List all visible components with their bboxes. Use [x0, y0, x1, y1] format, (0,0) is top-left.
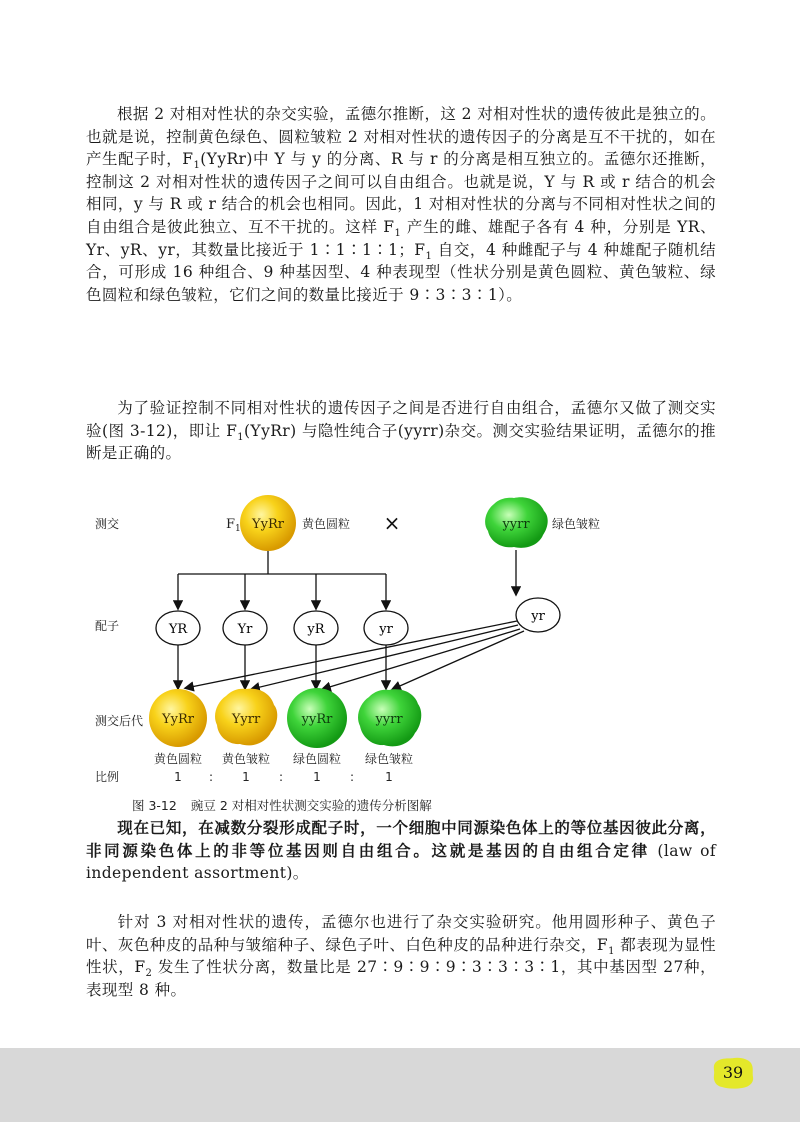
ratio-value: 1: [242, 770, 250, 784]
ratio-sep: :: [278, 770, 284, 784]
row-label-ratio: 比例: [95, 770, 120, 784]
gamete-label: yr: [379, 622, 393, 637]
testcross-diagram: [80, 490, 640, 815]
offspring-genotype: Yyrr: [231, 712, 261, 727]
footer-band: [0, 1048, 800, 1122]
converge-arrow-3: [323, 629, 520, 689]
offspring-phenotype: 绿色皱粒: [364, 752, 414, 766]
page-number: 39: [722, 1063, 744, 1082]
paragraph-3: 现在已知，在减数分裂形成配子时，一个细胞中同源染色体上的等位基因彼此分离，非同源染色体上的非等位基因则自由组合。这就是基因的自由组合定律 (law of independent assortment)。: [86, 819, 717, 883]
parent2-phenotype: 绿色皱粒: [552, 517, 601, 531]
row-label-cross: 测交: [95, 517, 120, 531]
ratio-value: 1: [313, 770, 321, 784]
gamete-label: yR: [307, 622, 325, 637]
figure-caption: [132, 796, 432, 814]
figure-number: 图 3-12: [132, 798, 177, 813]
figure-title: 豌豆 2 对相对性状测交实验的遗传分析图解: [190, 798, 432, 813]
gamete-parent2-label: yr: [531, 609, 545, 624]
testcross-diagram-svg: [80, 490, 640, 800]
ratio-sep: :: [208, 770, 214, 784]
offspring-phenotype: 黄色皱粒: [221, 752, 271, 766]
f1-label: $F_1$: [226, 517, 241, 534]
page-number-badge: [712, 1056, 754, 1090]
offspring-genotype: YyRr: [162, 712, 194, 727]
offspring-phenotype: 绿色圆粒: [292, 752, 342, 766]
parent2-genotype: yyrr: [502, 517, 530, 532]
paragraph-4: 针对 3 对相对性状的遗传，孟德尔也进行了杂交实验研究。他用圆形种子、黄色子叶、灰色种皮的品种与皱缩种子、绿色子叶、白色种皮的品种进行杂交，$F_1$ 都表现为显性性状，$F_2$ 发生了性状分离，数量比是 27∶9∶9∶9∶3∶3∶3∶1，其中基因型 27种，表现型 8 种。: [86, 913, 716, 999]
row-label-offspring: 测交后代: [95, 714, 144, 728]
parent1-phenotype: 黄色圆粒: [302, 517, 351, 531]
ratio-value: 1: [385, 770, 393, 784]
offspring-phenotype: 黄色圆粒: [153, 752, 203, 766]
offspring-genotype: yyrr: [375, 712, 403, 727]
law-statement: 现在已知，在减数分裂形成配子时，一个细胞中同源染色体上的等位基因彼此分离，非同源染色体上的非等位基因则自由组合。这就是基因的自由组合定律: [86, 819, 716, 860]
row-label-gamete: 配子: [95, 619, 120, 633]
paragraph-2: 为了验证控制不同相对性状的遗传因子之间是否进行自由组合，孟德尔又做了测交实验(图 3-12)，即让 $F_1(YyRr)$ 与隐性纯合子(yyrr)杂交。测交实验结果证明，孟德尔的推断是正确的。: [86, 399, 716, 463]
gamete-label: YR: [168, 622, 188, 637]
gamete-label: Yr: [237, 622, 253, 637]
parent1-genotype: YyRr: [252, 517, 284, 532]
ratio-sep: :: [349, 770, 355, 784]
paragraph-1: 根据 2 对相对性状的杂交实验，孟德尔推断，这 2 对相对性状的遗传彼此是独立的。也就是说，控制黄色绿色、圆粒皱粒 2 对相对性状的遗传因子的分离是互不干扰的，如在产生配子时，$F_1(YyRr)$中 Y 与 y 的分离、R 与 r 的分离是相互独立的。孟德尔还推断，控制这 2 对相对性状的遗传因子之间可以自由组合。也就是说，Y 与 R 或 r 结合的机会相同，y 与 R 或 r 结合的机会也相同。因此，1 对相对性状的分离与不同相对性状之间的自由组合是彼此独立、互不干扰的。这样 $F_1$ 产生的雌、雄配子各有 4 种，分别是 YR、Yr、yR、yr，其数量比接近于 1∶1∶1∶1；$F_1$ 自交，4 种雌配子与 4 种雄配子随机结合，可形成 16 种组合、9 种基因型、4 种表现型（性状分别是黄色圆粒、黄色皱粒、绿色圆粒和绿色皱粒，它们之间的数量比接近于 9∶3∶3∶1）。: [86, 105, 717, 304]
cross-symbol: ×: [383, 511, 401, 535]
ratio-value: 1: [174, 770, 182, 784]
offspring-genotype: yyRr: [301, 712, 333, 727]
